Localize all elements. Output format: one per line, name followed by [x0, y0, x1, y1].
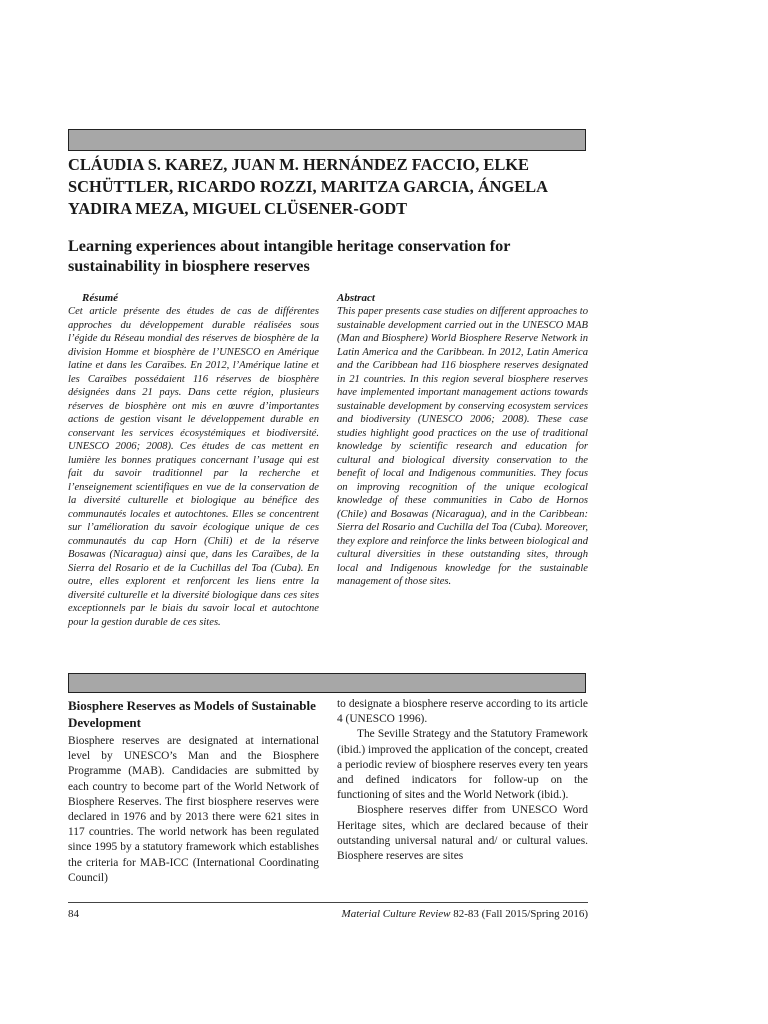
journal-citation: [342, 908, 588, 920]
section-heading: Biosphere Reserves as Models of Sustainable Development: [68, 698, 316, 730]
abstract-text: This paper presents case studies on different approaches to sustainable development carried out in the UNESCO MAB (Man and Biosphere) World Biosphere Reserve Network in Latin America and the Caribbean. In 2012, Latin America and the Caribbean had 116 biosphere reserves designated in 21 countries. In this region several biosphere reserves have implemented important management actions towards sustainable development by conserving ecosystem services and biodiversity (UNESCO 2006; 2008). These case studies highlight good practices on the use of traditional knowledge by scientific research and education for cultural and biological diversity conservation to the benefit of local and Indigenous communities. They focus on improving recognition of the unique ecological knowledge of these communities in Cabo de Hornos (Chile) and Bosawas (Nicaragua), and in the Caribbean: Sierra del Rosario and Cuchilla del Toa (Cuba). Moreover, they explore and reinforce the links between biological and cultural diversities in these outstanding sites, through local and Indigenous knowledge for the sustainable management of those sites.: [337, 306, 588, 587]
resume-column: [68, 292, 319, 629]
body-paragraph: Biosphere reserves are designated at international level by UNESCO’s Man and the Biosphere Programme (MAB). Candidacies are submitted by each country to become part of the World Network of Biosphere Reserves. The first biosphere reserves were declared in 1976 and by 2013 there were 621 sites in 117 countries. The world network has been regulated since 1995 by a statutory framework which establishes the criteria for MAB-ICC (International Coordinating Council): [68, 735, 319, 884]
article-title: Learning experiences about intangible heritage conservation for sustainability in biosphere reserves: [68, 237, 511, 275]
resume-text: Cet article présente des études de cas de différentes approches du développement durable réalisées sous l’égide du Réseau mondial des réserves de biosphère de la division Homme et biosphère de l’UNESCO en Amérique latine et dans les Caraïbes. En 2012, l’Amérique latine et les Caraïbes possédaient 116 réserves de biosphère désignées dans 21 pays. Dans cette région, plusieurs réserves de biosphère ont mis en œuvre d’importantes actions de gestion visant le développement durable en conservant les services écosystémiques et biodiversité. UNESCO 2006; 2008). Ces études de cas mettent en lumière les bonnes pratiques concernant l’usage qui est fait du savoir traditionnel par la recherche et l’enseignement scientifiques en vue de la conservation de la diversité culturelle et biologique au bénéfice des communautés locales et autochtones. Elles se concentrent sur l’amélioration du savoir écologique unique de ces communautés du cap Horn (Chili) et de la réserve Bosawas (Nicaragua) ainsi que, dans les Caraïbes, de la Sierra del Rosario et de la Cuchillas del Toa (Cuba). En outre, elles explorent et renforcent les liens entre la diversité culturelle et la diversité biologique dans ces sites exceptionnels par le biais du savoir local et autochtone pour la gestion durable de ces sites.: [68, 306, 319, 628]
page-number: 84: [68, 908, 79, 920]
body-paragraph: Biosphere reserves differ from UNESCO Word Heritage sites, which are declared because of their outstanding universal natural and/ or cultural values. Biosphere reserves are sites: [337, 804, 588, 863]
authors: CLÁUDIA S. KAREZ, JUAN M. HERNÁNDEZ FACCIO, ELKE SCHÜTTLER, RICARDO ROZZI, MARITZA GARCIA, ÁNGELA YADIRA MEZA, MIGUEL CLÜSENER-GODT: [68, 155, 548, 218]
abstract-column: [337, 292, 588, 589]
section-rule-bar: [68, 673, 586, 693]
top-rule-bar: [68, 129, 586, 151]
body-column-left: [68, 697, 319, 886]
body-paragraph: to designate a biosphere reserve according to its article 4 (UNESCO 1996).: [337, 698, 588, 726]
body-paragraph: The Seville Strategy and the Statutory Framework (ibid.) improved the application of the concept, created a periodic review of biosphere reserves every ten years and defined indicators for follow-up on the functioning of sites and the World Network (ibid.).: [337, 728, 588, 802]
body-column-right: [337, 697, 588, 864]
abstract-heading: Abstract: [337, 292, 375, 304]
footer-rule: [68, 902, 588, 903]
journal-issue: 82-83 (Fall 2015/Spring 2016): [450, 908, 588, 920]
resume-heading: Résumé: [82, 292, 119, 304]
journal-name: Material Culture Review: [341, 908, 451, 920]
